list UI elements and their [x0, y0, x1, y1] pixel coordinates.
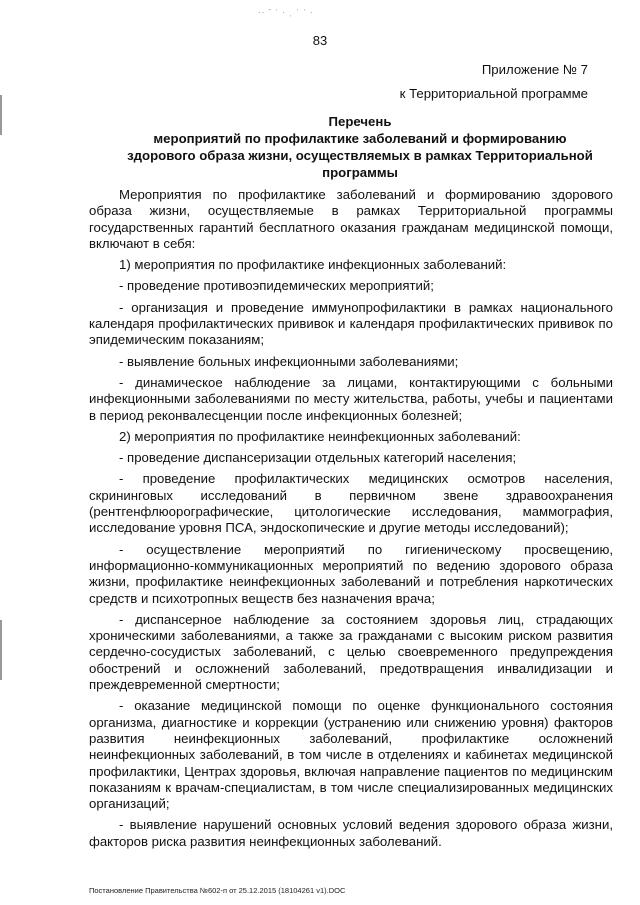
list-item: - выявление больных инфекционными заболеваниями; — [119, 353, 459, 369]
footer-filename: Постановление Правительства №602-п от 25.12.2015 (18104261 v1).DOC — [89, 886, 346, 895]
scan-edge-mark — [0, 620, 2, 680]
document-title — [80, 113, 640, 181]
list-item: - оказание медицинской помощи по оценке функционального состояния организма, диагностике и коррекции (устранению или снижению уровня) факторов развития неинфекционных заболеваний, профилактике осложнений неинфекционных заболеваний, в том числе в отделениях и кабинетах медицинской профилактики, Центрах здоровья, включая направление пациентов по медицинским показаниям к врачам-специалистам, в том числе специализированных медицинских организаций; — [89, 698, 613, 812]
appendix-caption — [400, 58, 588, 106]
scan-marks: ·· ˉ ˈ · ˌ ˈ ˈ · — [258, 8, 314, 17]
list-item: - проведение профилактических медицинских осмотров населения, скрининговых исследований в первичном звене здравоохранения (рентгенфлюорографические, цитологические исследования, маммография, исследование уровня ПСА, эндоскопические и другие методы исследований); — [89, 471, 613, 536]
appendix-number: Приложение № 7 — [481, 62, 588, 77]
title-line: программы — [322, 165, 398, 180]
list-item: - проведение противоэпидемических мероприятий; — [119, 278, 434, 294]
list-item: - выявление нарушений основных условий ведения здорового образа жизни, факторов риска развития неинфекционных заболеваний. — [89, 817, 613, 849]
section-heading-infectious: 1) мероприятия по профилактике инфекционных заболеваний: — [119, 257, 507, 273]
document-body — [89, 187, 613, 853]
page-number: 83 — [312, 33, 328, 48]
list-item: - проведение диспансеризации отдельных категорий населения; — [119, 450, 517, 466]
title-line: здорового образа жизни, осуществляемых в рамках Территориальной — [127, 148, 593, 163]
list-item: - организация и проведение иммунопрофилактики в рамках национального календаря профилактических прививок и календаря профилактических прививок по эпидемическим показаниям; — [89, 299, 613, 348]
title-line: Перечень — [328, 114, 392, 129]
list-item: - динамическое наблюдение за лицами, контактирующими с больными инфекционными заболеваниями по месту жительства, работы, учебы и пациентами в период реконвалесценции после инфекционных болезней; — [89, 374, 613, 423]
scan-edge-mark — [0, 95, 2, 135]
title-line: мероприятий по профилактике заболеваний и формированию — [153, 131, 567, 146]
list-item: - диспансерное наблюдение за состоянием здоровья лиц, страдающих хроническими заболеваниями, а также за гражданами с высоким риском развития сердечно-сосудистых заболеваний, с целью своевременного предупреждения обострений и осложнений заболеваний, предотвращения инвалидизации и преждевременной смертности; — [89, 611, 613, 693]
list-item: - осуществление мероприятий по гигиеническому просвещению, информационно-коммуникационных мероприятий по ведению здорового образа жизни, профилактике неинфекционных заболеваний и потребления наркотических средств и психотропных веществ без назначения врача; — [89, 541, 613, 606]
appendix-reference: к Территориальной программе — [399, 86, 588, 101]
section-heading-noninfectious: 2) мероприятия по профилактике неинфекционных заболеваний: — [119, 428, 521, 444]
intro-paragraph: Мероприятия по профилактике заболеваний и формированию здорового образа жизни, осуществляемые в рамках Территориальной программы государственных гарантий бесплатного оказания гражданам медицинской помощи, включают в себя: — [89, 187, 613, 251]
